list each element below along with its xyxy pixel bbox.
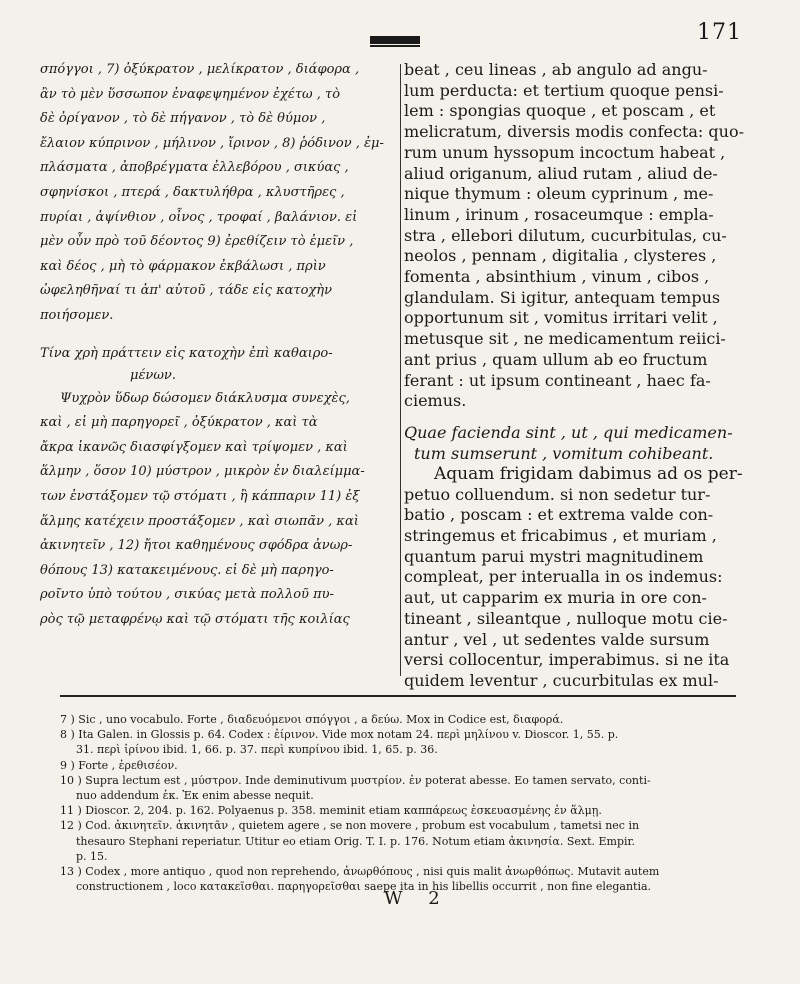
footnote-divider [60, 695, 736, 697]
latin-line: nique thymum : oleum cyprinum , me- [404, 184, 714, 204]
latin-line: beat , ceu lineas , ab angulo ad angu- [404, 60, 708, 79]
footnote-line: 8 ) Ita Galen. in Glossis p. 64. Codex : ἐίρινον. Vide mox notam 24. περὶ μηλίνου v. Dioscor. 1, 55. p. [60, 728, 619, 742]
latin-column [404, 60, 752, 692]
greek-heading-line: μένων. [130, 367, 176, 383]
latin-heading-line: Quae facienda sint , ut , qui medicamen- [404, 422, 733, 442]
greek-line: καὶ , εἰ μὴ παρηγορεῖ , ὀξύκρατον , καὶ τὰ [40, 415, 318, 431]
greek-line: ἅλμην , ὅσον 10) μύστρον , μικρὸν ἐν διαλείμμα- [40, 464, 365, 480]
latin-line: compleat, per interualla in os indemus: [404, 567, 723, 587]
latin-line: glandulam. Si igitur, antequam tempus [404, 287, 721, 307]
footnote-line: 12 ) Cod. ἀκινητεῖν. ἀκινητᾶν , quietem agere , se non movere , probum est vocabulum , tametsi nec in [60, 819, 640, 833]
latin-line: aliud origanum, aliud rutam , aliud de- [404, 163, 718, 183]
greek-line: σφηνίσκοι , πτερά , δακτυλήθρα , κλυστῆρες , [40, 184, 345, 200]
latin-line: rum unum hyssopum incoctum habeat , [404, 142, 726, 162]
footnote-line: thesauro Stephani reperiatur. Utitur eo etiam Orig. T. I. p. 176. Notum etiam ἀκινησία. Sext. Empir. [76, 834, 636, 848]
latin-line: tineant , sileantque , nulloque motu cie- [404, 608, 728, 628]
latin-line: ant prius , quam ullum ab eo fructum [404, 349, 708, 369]
latin-line: linum , irinum , rosaceumque : empla- [404, 204, 714, 224]
greek-line: των ἐνστάξομεν τῷ στόματι , ἢ κάππαριν 11) ἐξ [40, 488, 360, 504]
latin-section-heading [404, 422, 752, 464]
greek-line: ρὸς τῷ μεταφρένῳ καὶ τῷ στόματι τῆς κοιλίας [40, 611, 350, 627]
page-number: 171 [697, 20, 742, 45]
latin-line: lem : spongias quoque , et poscam , et [404, 101, 716, 121]
greek-line: πυρίαι , ἀψίνθιον , οἶνος , τροφαί , βαλάνιον. εἰ [40, 209, 358, 225]
greek-line: δὲ ὀρίγανον , τὸ δὲ πήγανον , τὸ δὲ θύμον , [40, 111, 326, 127]
latin-line: quantum parui mystri magnitudinem [404, 546, 704, 566]
greek-line: Ψυχρὸν ὕδωρ δώσομεν διάκλυσμα συνεχὲς, [60, 390, 350, 406]
greek-heading-line: Τίνα χρὴ πράττειν εἰς κατοχὴν ἐπὶ καθαιρο- [40, 345, 333, 361]
footnote-line: 9 ) Forte , ἐρεθισέον. [60, 758, 178, 772]
greek-line: μὲν οὖν πρὸ τοῦ δέοντος 9) ἐρεθίζειν τὸ ἐμεῖν , [40, 234, 354, 250]
signature-mark: W 2 [384, 888, 450, 909]
latin-line: petuo colluendum. si non sedetur tur- [404, 484, 711, 504]
greek-line: ποιήσομεν. [40, 307, 114, 323]
latin-line: aut, ut capparim ex muria in ore con- [404, 588, 707, 608]
footnote-line: 10 ) Supra lectum est , μύστρον. Inde deminutivum μυστρίον. ἐν poterat abesse. Eo tamen servato, conti- [60, 773, 651, 787]
greek-line: ἅλμης κατέχειν προστάξομεν , καὶ σιωπᾶν , καὶ [40, 513, 359, 529]
greek-line: ἂν τὸ μὲν ὕσσωπον ἐναφεψημένον ἐχέτω , τὸ [40, 86, 341, 102]
latin-line: Aquam frigidam dabimus ad os per- [434, 463, 743, 484]
latin-line: melicratum, diversis modis confecta: quo- [404, 122, 744, 142]
latin-line: ferant : ut ipsum contineant , haec fa- [404, 370, 711, 390]
latin-line: neolos , pennam , digitalia , clysteres , [404, 246, 717, 266]
latin-line: stra , ellebori dilutum, cucurbitulas, cu- [404, 225, 727, 245]
greek-line: ἀκινητεῖν , 12) ἤτοι καθημένους σφόδρα ἀνωρ- [40, 538, 353, 554]
latin-line: opportunum sit , vomitus irritari velit , [404, 308, 718, 328]
latin-line: quidem leventur , cucurbitulas ex mul- [404, 670, 719, 690]
footnote-line: 31. περὶ ἰρίνου ibid. 1, 66. p. 37. περὶ κυπρίνου ibid. 1, 65. p. 36. [76, 743, 438, 757]
greek-section-heading [40, 343, 392, 387]
greek-line: σπόγγοι , 7) ὀξύκρατον , μελίκρατον , διάφορα , [40, 62, 360, 77]
footnote-line: 11 ) Dioscor. 2, 204. p. 162. Polyaenus p. 358. meminit etiam καππάρεως ἐσκευασμένης ἐν ἅλμῃ. [60, 804, 602, 818]
latin-line: metusque sit , ne medicamentum reiici- [404, 329, 726, 349]
latin-line: antur , vel , ut sedentes valde sursum [404, 629, 710, 649]
latin-line: ciemus. [404, 391, 467, 411]
footnote-line: 13 ) Codex , more antiquo , quod non reprehendo, ἀνωρθόπους , nisi quis malit ἀνωρθόπως. Mutavit autem [60, 865, 660, 879]
latin-line: lum perducta: et tertium quoque pensi- [404, 80, 724, 100]
greek-column [40, 58, 392, 632]
header-ornament [370, 36, 420, 44]
greek-line: καὶ δέος , μὴ τὸ φάρμακον ἐκβάλωσι , πρὶν [40, 258, 326, 274]
greek-line: θόπους 13) κατακειμένους. εἰ δὲ μὴ παρηγο- [40, 562, 334, 578]
latin-line: stringemus et fricabimus , et muriam , [404, 526, 717, 546]
footnote-line: p. 15. [76, 849, 108, 863]
latin-line: versi collocentur, imperabimus. si ne ita [404, 650, 730, 670]
footnote-line: 7 ) Sic , uno vocabulo. Forte , διαδευόμενοι σπόγγοι , a δεύω. Mox in Codice est, διαφορά. [60, 713, 564, 726]
column-divider [400, 64, 401, 676]
greek-line: ἔλαιον κύπρινον , μήλινον , ἴρινον , 8) ῥόδινον , ἐμ- [40, 135, 384, 151]
footnotes [60, 712, 750, 894]
greek-line: ὠφεληθῆναί τι ἀπ' αὐτοῦ , τάδε εἰς κατοχὴν [40, 283, 332, 299]
greek-line: ἄκρα ἱκανῶς διασφίγξομεν καὶ τρίψομεν , καὶ [40, 439, 348, 455]
latin-line: fomenta , absinthium , vinum , cibos , [404, 267, 710, 287]
footnote-line: constructionem , loco κατακεῖσθαι. παρηγορεῖσθαι saepe ita in his libellis occurrit , non fine elegantia. [76, 880, 652, 894]
footnote-line: nuo addendum ἐκ. Ἐκ enim abesse nequit. [76, 789, 314, 803]
greek-line: πλάσματα , ἀποβρέγματα ἐλλεβόρου , σικύας , [40, 160, 349, 176]
latin-heading-line: tum sumserunt , vomitum cohibeant. [414, 443, 714, 463]
latin-line: batio , poscam : et extrema valde con- [404, 505, 714, 525]
greek-line: ροῖντο ὑπὸ τούτου , σικύας μετὰ πολλοῦ πυ- [40, 587, 334, 603]
